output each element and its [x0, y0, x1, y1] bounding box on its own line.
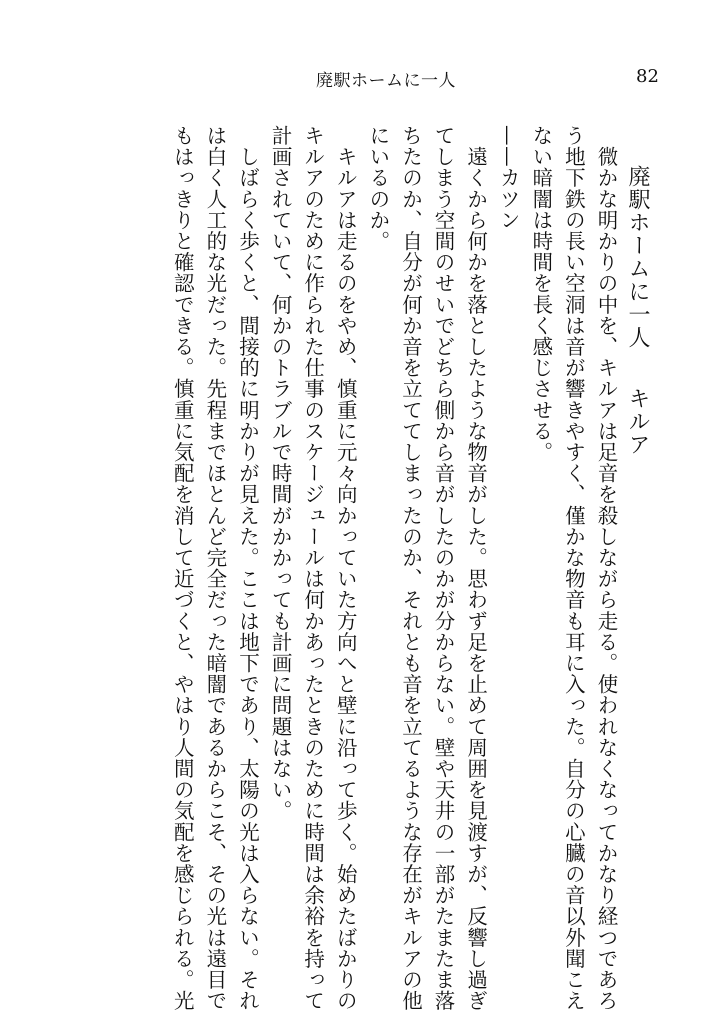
chapter-title: 廃駅ホームに一人 [625, 165, 650, 349]
running-head: 廃駅ホームに一人 [316, 71, 456, 91]
chapter-heading [622, 165, 653, 456]
text-line: キルアのために作られた仕事のスケージュールは何かあったときのために時間は余裕を持って [300, 125, 325, 1012]
page-number: 82 [636, 66, 659, 87]
chapter-character: キルア [625, 387, 650, 456]
text-line: キルアは走るのをやめ、慎重に元々向かっていた方向へと壁に沿って歩く。始めたばかりの [333, 125, 358, 1012]
text-line: は白く人工的な光だった。先程までほとんど完全だった暗闇であるからこそ、その光は遠目で [202, 125, 227, 1012]
text-line: しばらく歩くと、間接的に明かりが見えた。ここは地下であり、太陽の光は入らない。それ [235, 125, 260, 1012]
text-line: ない暗闇は時間を長く感じさせる。 [528, 125, 553, 463]
text-line: にいるのか。 [365, 125, 390, 252]
text-line: う地下鉄の長い空洞は音が響きやすく、僅かな物音も耳に入った。自分の心臓の音以外聞こえ [561, 125, 586, 1012]
text-line: 微かな明かりの中を、キルアは足音を殺しながら走る。使われなくなってかなり経つであろ [594, 125, 618, 1012]
page-text [166, 125, 622, 1012]
text-line: ——カツン [496, 125, 521, 231]
text-line: てしまう空間のせいでどちら側から音がしたのかが分からない。壁や天井の一部がたまたま落 [431, 125, 456, 1012]
text-line: 計画されていて、何かのトラブルで時間がかかっても計画に問題はない。 [268, 125, 293, 822]
text-line: ちたのか、自分が何か音を立ててしまったのか、それとも音を立てるような存在がキルアの他 [398, 125, 423, 1012]
text-line: 遠くから何かを落としたような物音がした。思わず足を止めて周囲を見渡すが、反響し過ぎ [463, 125, 488, 1012]
text-line: もはっきりと確認できる。慎重に気配を消して近づくと、やはり人間の気配を感じられる。光 [170, 125, 195, 1012]
